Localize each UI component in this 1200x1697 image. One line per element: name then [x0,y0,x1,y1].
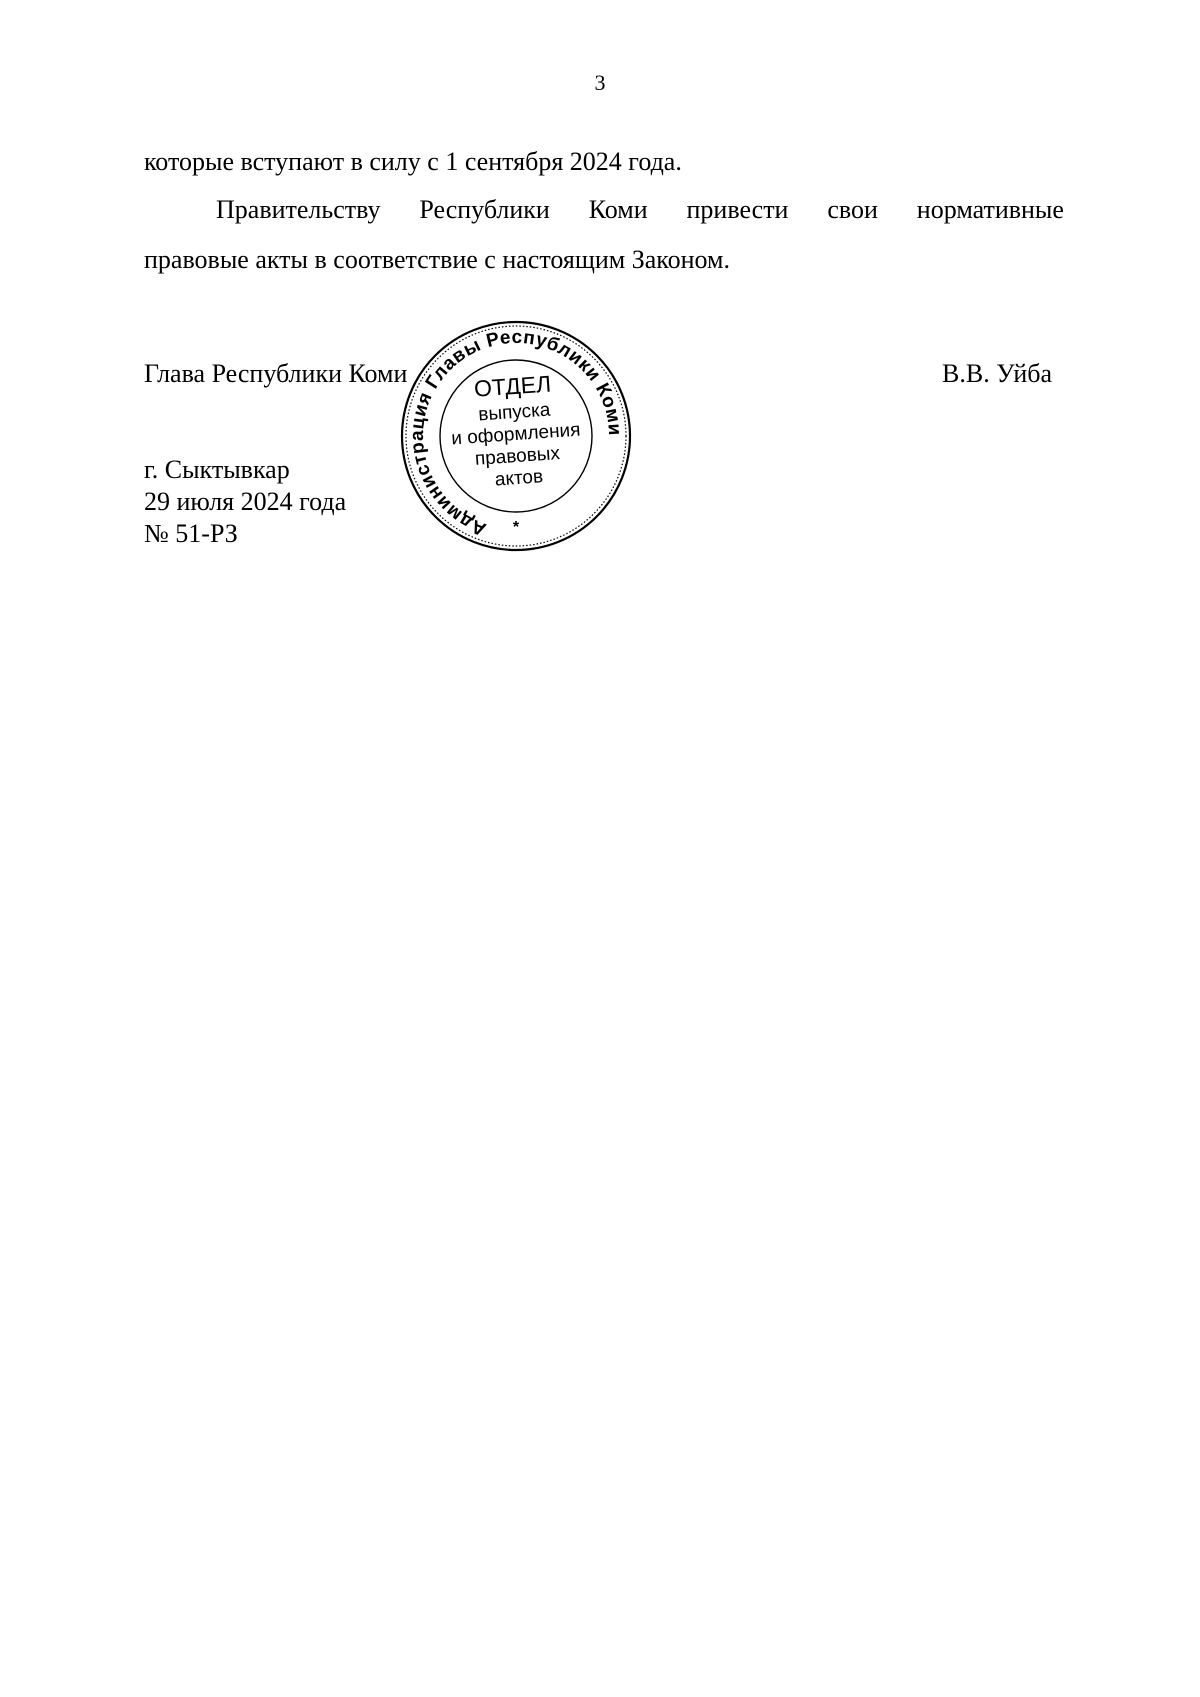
seal-line: выпуска [477,399,552,426]
official-seal [398,318,634,554]
seal-star: * [512,519,520,536]
document-date: 29 июля 2024 года [144,487,347,516]
seal-line: правовых [474,443,561,470]
word: нормативные [916,195,1064,224]
signature-name: В.В. Уйба [942,359,1052,388]
word: свои [827,195,878,224]
paragraph-line: которые вступают в силу с 1 сентября 2024 года. [144,147,682,176]
word: Правительству [216,195,381,224]
word: привести [686,195,789,224]
document-number: № 51-РЗ [144,519,238,548]
page-number: 3 [594,70,606,95]
word: Коми [588,195,648,224]
paragraph-line: правовые акты в соответствие с настоящим Законом. [144,245,730,274]
seal-line: актов [494,466,544,491]
city: г. Сыктывкар [144,455,290,484]
word: Республики [419,195,550,224]
signature-position: Глава Республики Коми [144,359,408,388]
seal-ring-text: Администрация Главы Республики Коми [406,326,626,540]
seal-line: и оформления [450,419,582,450]
seal-line: ОТДЕЛ [473,370,552,402]
paragraph-line [216,194,1064,226]
